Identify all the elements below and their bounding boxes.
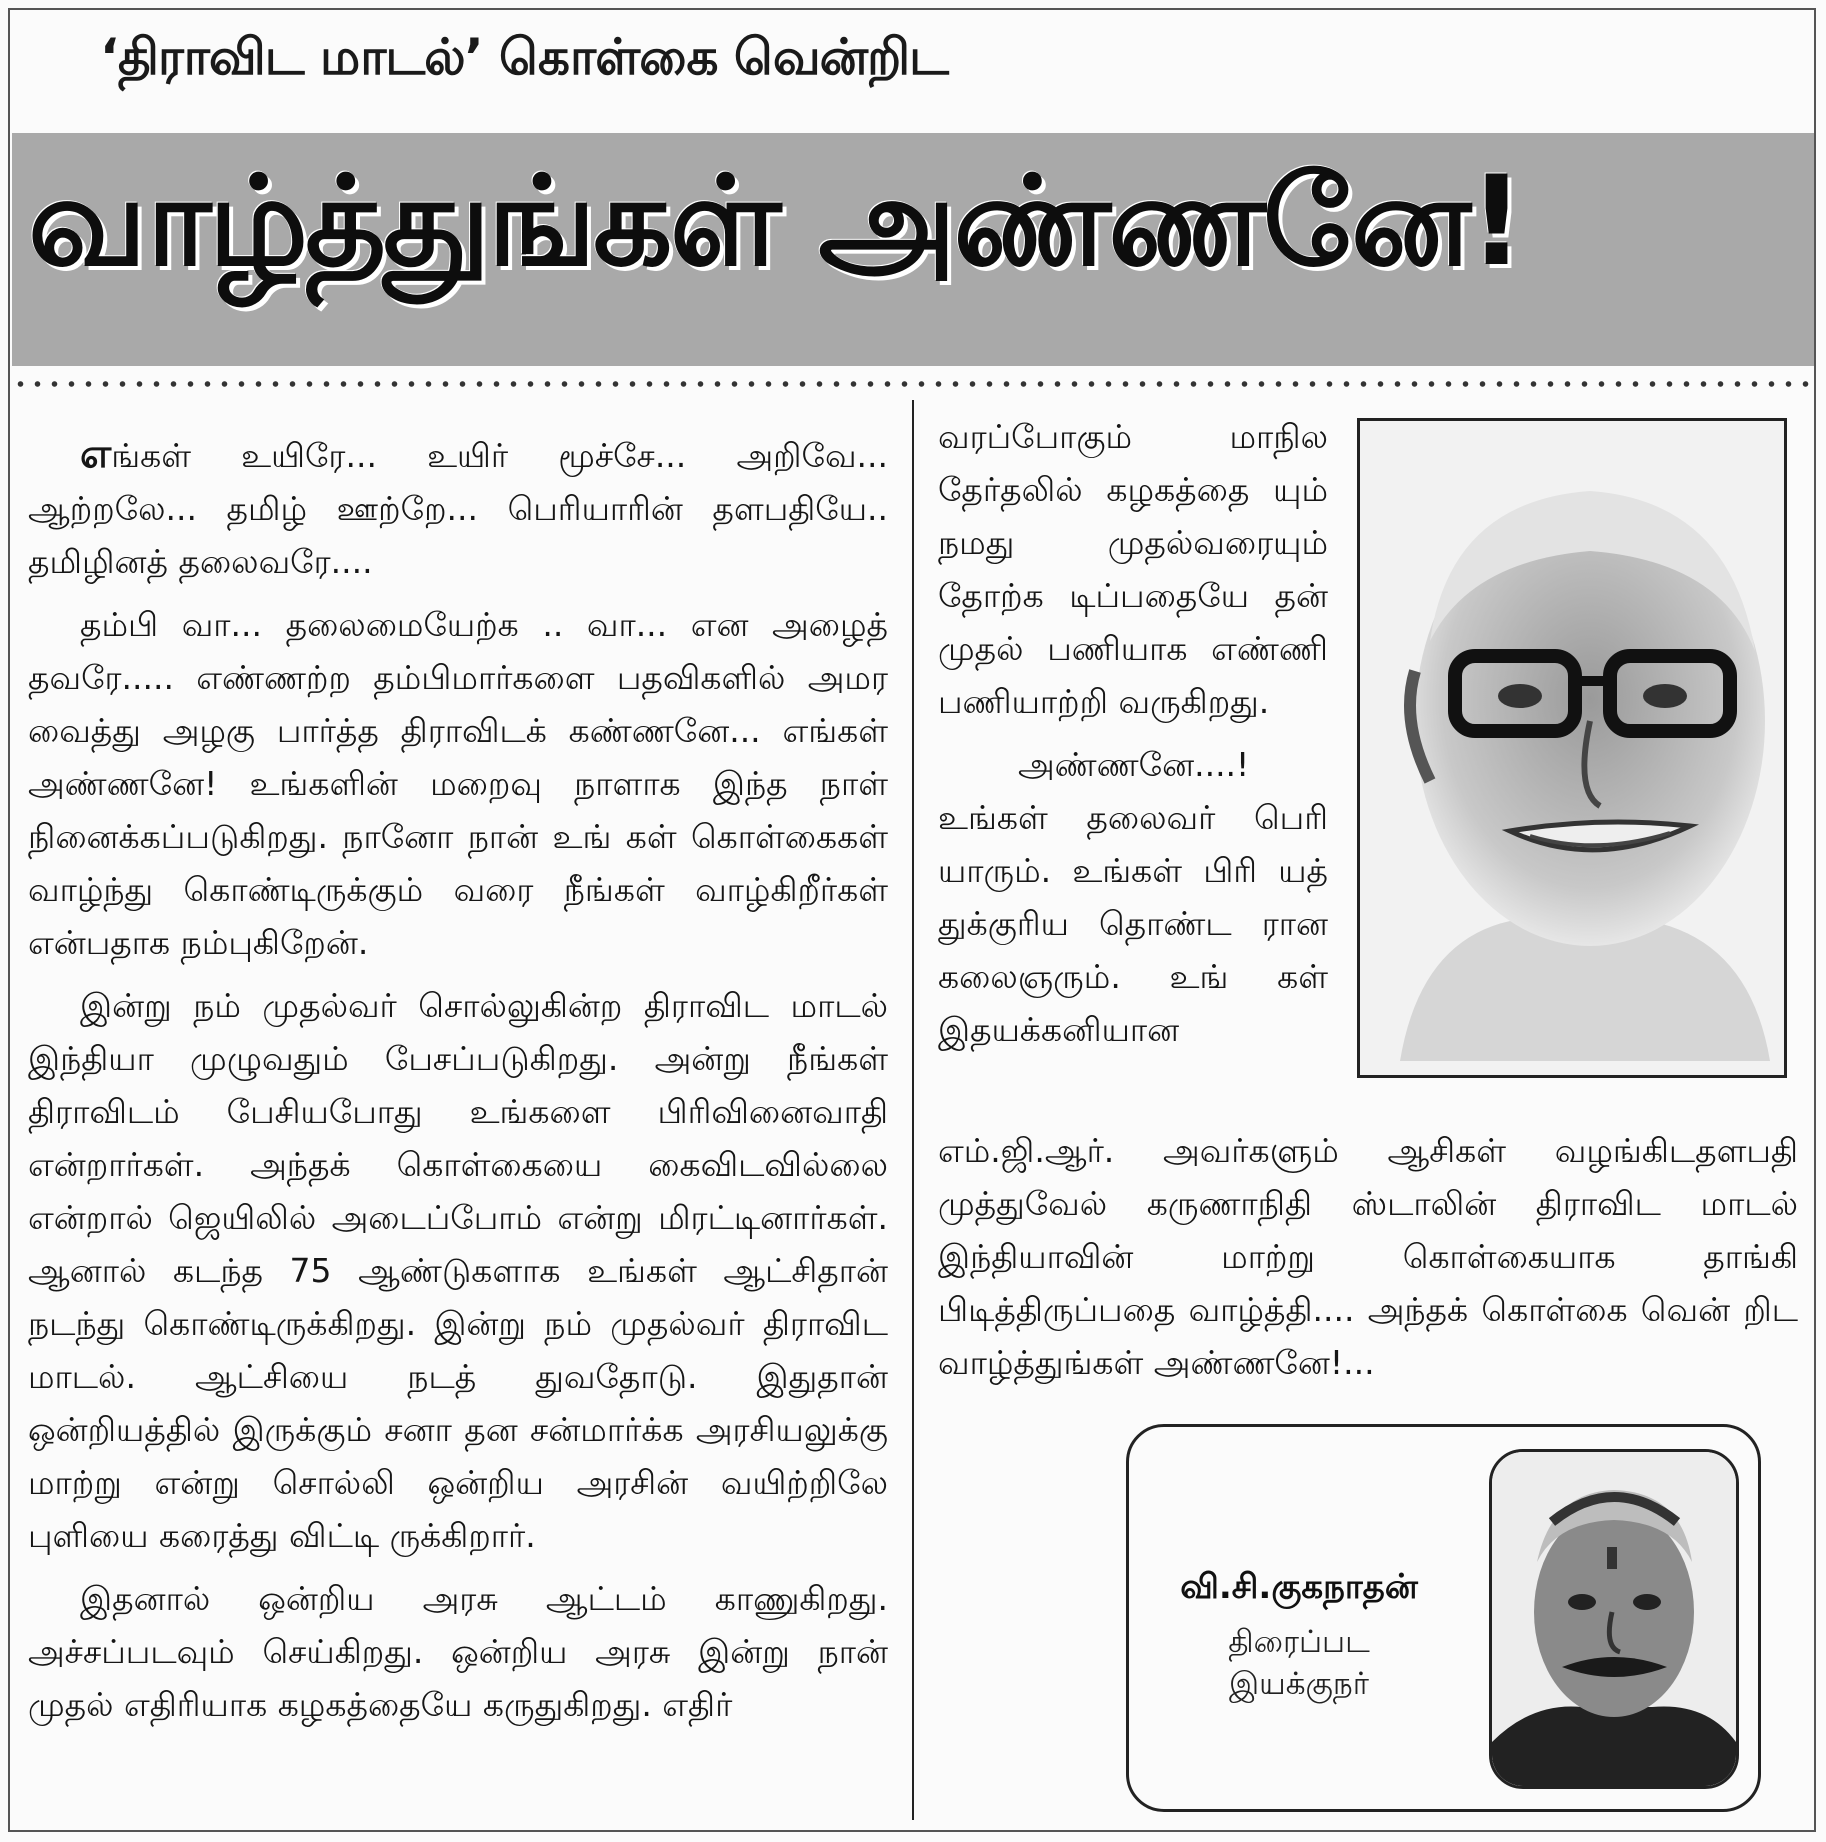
right-paragraph-1: வரப்போகும் மாநில தேர்தலில் கழகத்தை யும் நமது முதல்வரையும் தோற்க டிப்பதையே தன் முதல் பணியாக எண்ணி பணியாற்றி வருகிறது.	[938, 417, 1328, 721]
drop-cap: எ	[80, 431, 112, 477]
author-role	[1159, 1621, 1439, 1705]
author-portrait-illustration	[1492, 1452, 1736, 1786]
right-paragraph-3: எம்.ஜி.ஆர். அவர்களும் ஆசிகள் வழங்கிடதளபதி முத்துவேல் கருணாநிதி ஸ்டாலின் திராவிட மாடல் இந்தியாவின் மாற்று கொள்கையாக தாங்கி பிடித்திருப்பதை வாழ்த்தி.... அந்தக் கொள்கை வென் றிட வாழ்த்துங்கள் அண்ணனே!...	[938, 1131, 1798, 1382]
portrait-illustration	[1360, 421, 1784, 1075]
author-role-line-2: இயக்குநர்	[1228, 1666, 1369, 1702]
paragraph-3: இன்று நம் முதல்வர் சொல்லுகின்ற திராவிட மாடல் இந்தியா முழுவதும் பேசப்படுகிறது. அன்று நீங்கள் திராவிடம் பேசியபோது உங்களை பிரிவினைவாதி என்றார்கள். அந்தக் கொள்கையை கைவிடவில்லை என்றால் ஜெயிலில் அடைப்போம் என்று மிரட்டினார்கள். ஆனால் கடந்த 75 ஆண்டுகளாக உங்கள் ஆட்சிதான் நடந்து கொண்டிருக்கிறது. இன்று நம் முதல்வர் திராவிட மாடல். ஆட்சியை நடத் துவதோடு. இதுதான் ஒன்றியத்தில் இருக்கும் சனா தன சன்மார்க்க அரசியலுக்கு மாற்று என்று சொல்லி ஒன்றிய அரசின் வயிற்றிலே புளியை கரைத்து விட்டி ருக்கிறார்.	[28, 986, 888, 1555]
author-name: வி.சி.குகநாதன்	[1180, 1567, 1418, 1607]
headline: வாழ்த்துங்கள் அண்ணனே!	[28, 150, 1522, 294]
left-column	[28, 428, 888, 1741]
right-column-bottom	[938, 1124, 1798, 1389]
paragraph-1	[28, 428, 888, 588]
dotted-divider	[12, 380, 1814, 388]
author-box	[1126, 1424, 1761, 1812]
paragraph-1-text: ங்கள் உயிரே... உயிர் மூச்சே... அறிவே... ஆற்றலே... தமிழ் ஊற்றே... பெரியாரின் தளபதியே.. தமிழினத் தலைவரே....	[28, 436, 888, 581]
right-column-top	[938, 410, 1328, 1066]
paragraph-2: தம்பி வா... தலைமையேற்க .. வா... என அழைத் தவரே..... எண்ணற்ற தம்பிமார்களை பதவிகளில் அமர வைத்து அழகு பார்த்த திராவிடக் கண்ணனே... எங்கள் அண்ணனே! உங்களின் மறைவு நாளாக இந்த நாள் நினைக்கப்படுகிறது. நானோ நான் உங் கள் கொள்கைகள் வாழ்ந்து கொண்டிருக்கும் வரை நீங்கள் வாழ்கிறீர்கள் என்பதாக நம்புகிறேன்.	[28, 605, 888, 962]
author-photo	[1489, 1449, 1739, 1789]
right-paragraph-2: அண்ணனே....! உங்கள் தலைவர் பெரி யாரும். உங்கள் பிரி யத் துக்குரிய தொண்ட ரான கலைஞரும். உங் கள் இதயக்கனியான	[938, 745, 1328, 1049]
paragraph-4: இதனால் ஒன்றிய அரசு ஆட்டம் காணுகிறது. அச்சப்படவும் செய்கிறது. ஒன்றிய அரசு இன்று நான் முதல் எதிரியாக கழகத்தையே கருதுகிறது. எதிர்	[28, 1579, 888, 1724]
kicker-title: ‘திராவிட மாடல்’ கொள்கை வென்றிட	[100, 28, 948, 86]
portrait-photo	[1357, 418, 1787, 1078]
column-divider	[912, 400, 914, 1820]
author-role-line-1: திரைப்பட	[1228, 1624, 1370, 1660]
